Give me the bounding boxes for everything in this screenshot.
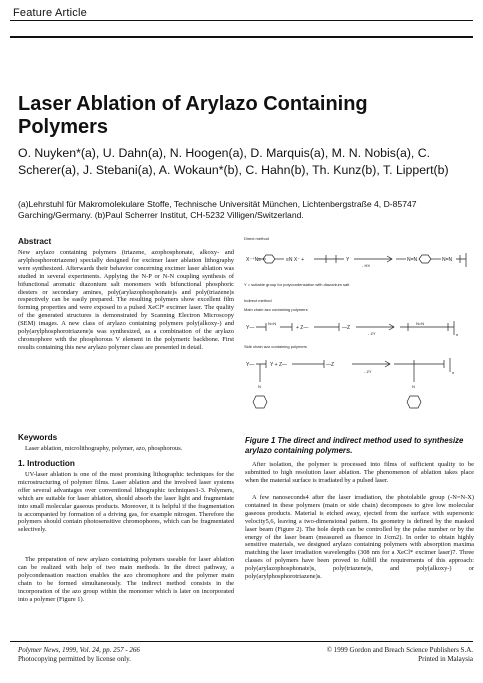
side-chain-label: Side chain azo containing polymers (244, 344, 307, 349)
svg-text:N=N: N=N (268, 321, 277, 326)
section-label: Feature Article (13, 7, 87, 19)
main-chain-scheme-icon (244, 314, 474, 344)
svg-text:N=N: N=N (416, 321, 425, 326)
svg-text:n: n (452, 370, 455, 375)
header-rule (10, 36, 473, 38)
svg-text:- HX: - HX (362, 263, 370, 268)
svg-text:Y—: Y— (246, 325, 255, 331)
abstract-text: New arylazo containing polymers (triazene, azophosphonate, alkoxy- and arylphosphorotriazene) specially designed for excimer laser ablation lithography were synthesized. Afterwards their behavior concerning excimer laser ablation was studied in several experiments. Applying the N-P or N-N coupling synthesis of bifunctional aromatic diazonium salt monomers with bifunctional phosphoric diesters or secondary amines, poly(arylazophosphonate)s and poly(triazene)s respectively can be easily prepared. The resulting polymers show excellent film forming properties and were exposed to a pulsed XeCl* excimer laser. The quality of the generated structures is demonstrated by Scanning Electron Microscopy (SEM) images. A new class of arylazo containing polymers poly(alkoxy-) and poly(arylphosphorotriazene)s was synthesized, as a combination of the arylazo chromophore with the phosphorous V element in the polymeric backbone. First results containing this new arylazo polymer class are presented in detail. (18, 249, 234, 351)
svg-text:X⁻⁺N≡: X⁻⁺N≡ (246, 257, 262, 263)
svg-text:≡N X⁻ +: ≡N X⁻ + (286, 257, 305, 263)
svg-text:N: N (412, 384, 415, 389)
figure-note: Y = suitable group for polycondensation with diazonium salt (244, 282, 350, 287)
author-list: O. Nuyken*(a), U. Dahn(a), N. Hoogen(a), D. Marquis(a), M. N. Nobis(a), C. Scherer(a), J. Stebani(a), A. Wokaun*(b), C. Hahn(b), Th. Kunz(b), T. Lippert(b) (18, 146, 449, 177)
figure-1 (244, 236, 474, 432)
svg-text:N=N: N=N (407, 257, 418, 263)
figure-caption: Figure 1 The direct and indirect method used to synthesize arylazo containing polymers. (245, 436, 464, 455)
introduction-para-1: UV-laser ablation is one of the most promising lithographic techniques for the microstructuring of polymer films. Laser ablation and the involved laser systems offer several advantages over conventional lithographic techniques1-3. Polymers, which are suitable for laser ablation, should absorb the laser light and fragmentate into small molecular gaseous products. Moreover, it is helpful if the fragmentation is accompanied by formation of a driving gas, for example nitrogen. Therefore the polymers should contain photosensitive chromophores, which can be fragmentated selectively. (18, 471, 234, 534)
direct-method-label: Direct method (244, 236, 269, 241)
journal-citation: Polymer News, 1999, Vol. 24, pp. 257 - 266 (18, 646, 140, 654)
footer-rule (10, 641, 473, 642)
svg-text:—Z: —Z (342, 325, 351, 331)
svg-text:—Z: —Z (326, 362, 335, 368)
svg-text:Y—: Y— (246, 362, 255, 368)
photocopy-notice: Photocopying permitted by license only. (18, 655, 131, 663)
right-para-2: A few nanoseconds4 after the laser irradiation, the photolabile group (-N=N-X) contained in these polymers (main or side chain) decomposes to give low molecular gaseous products. Material is etched away, ejected from the surface with supersonic velocity5,6, leaving a two-dimensional pattern. Its geometry is defined by the masked laser beam (Figure 2). The hole depth can be controlled by the pulse number or by the energy of the laser beam (measured as fluence in J/cm2). In order to obtain highly sensitive materials, we designed arylazo containing polymers with absorption maxima matching the laser irradiation wavelengths (308 nm for a XeCl* excimer laser)7. Three classes of polymers have been proved to fulfill the requirements of this approach: poly(arylazophosphonate)s, poly(triazene)s, and poly(alkoxy-) or poly(arylphosphorotriazene)s. (245, 494, 474, 581)
svg-text:+ Z—: + Z— (296, 325, 309, 331)
printed-notice: Printed in Malaysia (418, 655, 473, 663)
svg-text:Y + Z—: Y + Z— (270, 362, 287, 368)
svg-text:n: n (456, 332, 459, 337)
right-para-1: After isolation, the polymer is processed into films of sufficient quality to be submitted to high resolution laser ablation. The phenomenon of ablation takes place when the material surface is irradiated by a pulsed laser. (245, 461, 474, 484)
main-chain-label: Main chain azo containing polymers (244, 307, 308, 312)
top-rule (10, 20, 473, 21)
introduction-para-2: The preparation of new arylazo containing polymers useable for laser ablation can be realized with help of two main methods. In the direct pathway, a polycondensation reaction enables the azo chromophore and the polymer main chain to be formed simultaneously. The indirect method consists in the incorporation of the azo group within the monomer which is later on incorporated into a polymer (Figure 1). (18, 556, 234, 603)
affiliation: (a)Lehrstuhl für Makromolekulare Stoffe, Technische Universität München, Lichtenbergstraße 4, D-85747 Garching/Germany. (b)Paul Scherrer Institut, CH-5232 Villigen/Switzerland. (18, 199, 417, 220)
side-chain-scheme-icon (244, 352, 474, 432)
keywords-heading: Keywords (18, 433, 58, 442)
indirect-method-label: Indirect method (244, 298, 272, 303)
svg-text:- ZY: - ZY (368, 331, 376, 336)
abstract-heading: Abstract (18, 237, 52, 246)
copyright-notice: © 1999 Gordon and Breach Science Publishers S.A. (326, 646, 473, 654)
svg-text:N: N (258, 384, 261, 389)
svg-text:Y: Y (346, 257, 350, 263)
svg-text:N=N: N=N (442, 257, 453, 263)
article-title: Laser Ablation of Arylazo Containing Polymers (18, 93, 368, 138)
direct-reaction-scheme-icon (244, 245, 474, 281)
svg-text:- ZY: - ZY (364, 369, 372, 374)
keywords-text: Laser ablation, microlithography, polymer, azo, phosphorous. (25, 445, 183, 452)
introduction-heading: 1. Introduction (18, 459, 75, 468)
